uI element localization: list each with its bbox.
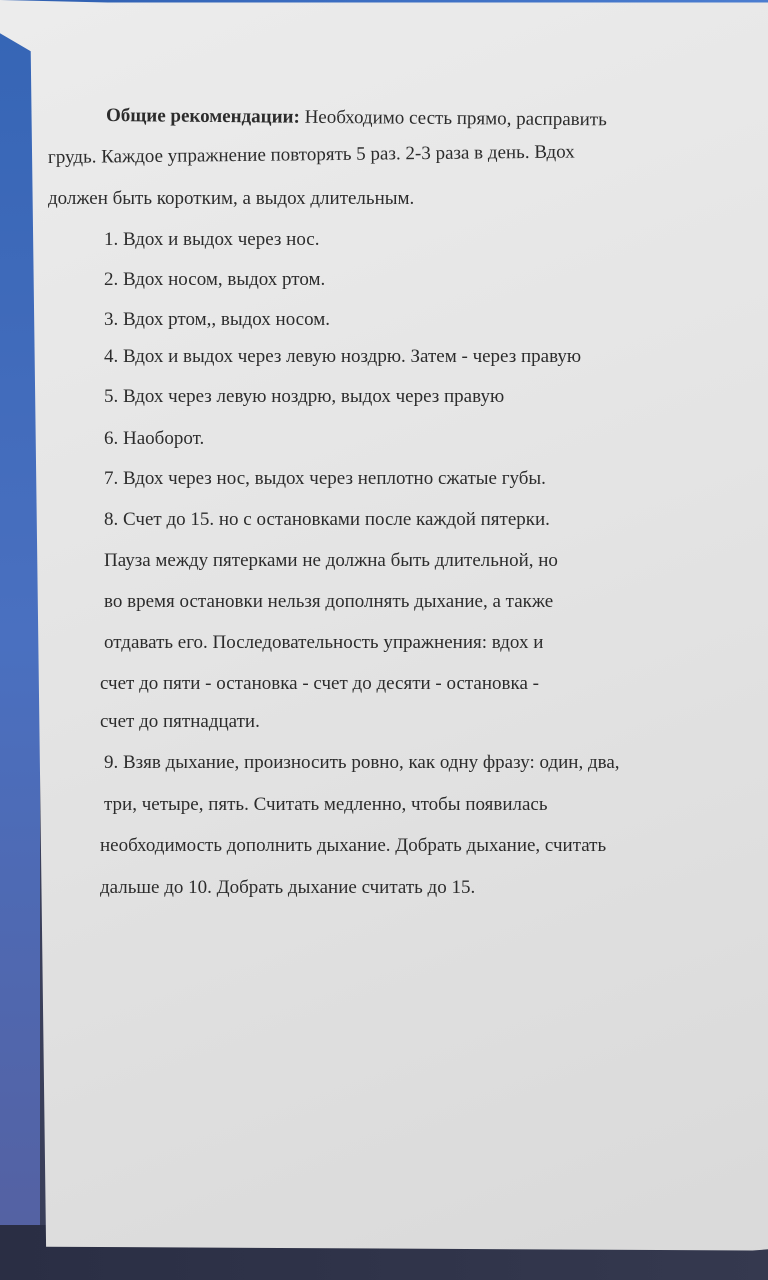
list-item-6: 6. Наоборот. xyxy=(104,428,205,449)
list-item-5: 5. Вдох через левую ноздрю, выдох через правую xyxy=(104,386,505,407)
list-item-9: 9. Взяв дыхание, произносить ровно, как одну фразу: один, два, xyxy=(104,752,620,773)
intro-line-2: грудь. Каждое упражнение повторять 5 раз. 2-3 раза в день. Вдох xyxy=(47,141,575,168)
list-item-8-cont-2: во время остановки нельзя дополнять дыхание, а также xyxy=(104,591,554,612)
list-item-4: 4. Вдох и выдох через левую ноздрю. Затем - через правую xyxy=(104,346,582,367)
list-item-2: 2. Вдох носом, выдох ртом. xyxy=(104,269,326,290)
intro-heading: Общие рекомендации: xyxy=(105,105,300,128)
list-item-8-cont-5: счет до пятнадцати. xyxy=(100,711,260,732)
intro-text-1: Необходимо сесть прямо, расправить xyxy=(304,106,607,131)
intro-line-1 xyxy=(106,104,607,132)
list-item-7: 7. Вдох через нос, выдох через неплотно сжатые губы. xyxy=(104,468,546,489)
list-item-9-cont-3: дальше до 10. Добрать дыхание считать до 15. xyxy=(100,877,476,898)
list-item-8: 8. Счет до 15. но с остановками после каждой пятерки. xyxy=(104,509,550,530)
list-item-9-cont-1: три, четыре, пять. Считать медленно, чтобы появилась xyxy=(104,794,548,815)
intro-line-3: должен быть коротким, а выдох длительным. xyxy=(48,188,415,209)
list-item-9-cont-2: необходимость дополнить дыхание. Добрать дыхание, считать xyxy=(100,835,607,856)
list-item-8-cont-3: отдавать его. Последовательность упражнения: вдох и xyxy=(104,632,544,653)
list-item-3: 3. Вдох ртом,, выдох носом. xyxy=(104,309,331,330)
list-item-1: 1. Вдох и выдох через нос. xyxy=(104,229,320,250)
list-item-8-cont-4: счет до пяти - остановка - счет до десяти - остановка - xyxy=(100,673,539,694)
list-item-8-cont-1: Пауза между пятерками не должна быть длительной, но xyxy=(104,550,558,571)
